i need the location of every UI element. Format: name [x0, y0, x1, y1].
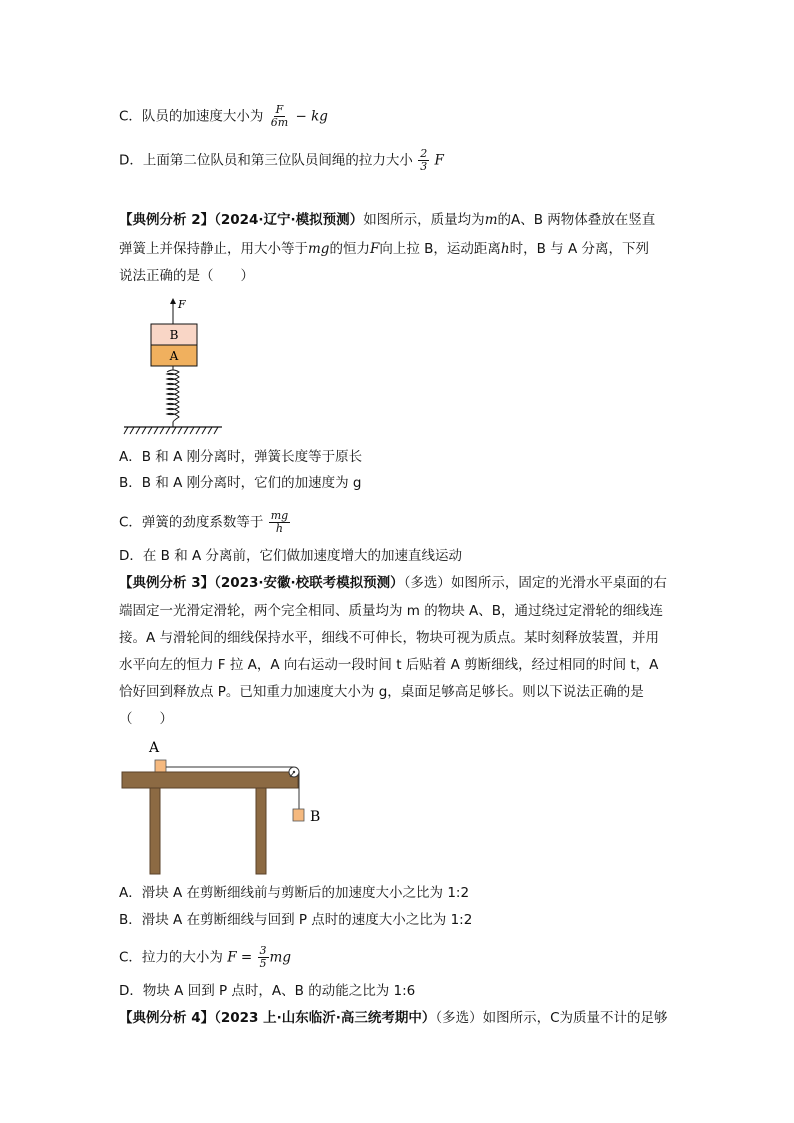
- spring: [167, 366, 179, 427]
- example-3-option-b: B．滑块 A 在剪断细线与回到 P 点时的速度大小之比为 1:2: [119, 912, 473, 928]
- fraction: $\frac{mg}{h}$: [270, 509, 289, 535]
- example-3-line-5: 恰好回到释放点 P。已知重力加速度大小为 g，桌面足够高足够长。则以下说法正确的是: [119, 684, 644, 700]
- table-top: [122, 772, 298, 788]
- example-3-option-d: D．物块 A 回到 P 点时，A、B 的动能之比为 1:6: [119, 983, 416, 999]
- example-3-line-6: （ ）: [119, 711, 173, 727]
- ground-hatching: [124, 427, 218, 434]
- table-leg-left: [150, 788, 160, 874]
- example-3-option-c: C．拉力的大小为 F = $\frac{3}{5}$ mg: [119, 944, 291, 970]
- example-3-header: 【典例分析 3】（2023·安徽·校联考模拟预测）（多选）如图所示，固定的光滑水平桌面的右: [119, 575, 667, 591]
- example-2-option-d: D．在 B 和 A 分离前，它们做加速度增大的加速直线运动: [119, 548, 463, 564]
- fraction: $\frac{3}{5}$: [259, 944, 267, 970]
- block-a-label: A: [148, 740, 160, 756]
- table-leg-right: [256, 788, 266, 874]
- table-pulley-figure: [120, 736, 330, 876]
- force-arrowhead: [170, 298, 176, 304]
- example-3-line-4: 水平向左的恒力 F 拉 A，A 向右运动一段时间 t 后贴着 A 剪断细线，经过相同的时间 t，A: [119, 657, 659, 673]
- fraction: $\frac{2}{3}$: [420, 147, 428, 173]
- block-b-label: B: [310, 809, 321, 825]
- example-2-option-a: A．B 和 A 刚分离时，弹簧长度等于原长: [119, 449, 363, 465]
- example-2-option-c: C．弹簧的劲度系数等于 $\frac{mg}{h}$: [119, 509, 289, 535]
- example-2-line-2: 弹簧上并保持静止，用大小等于mg的恒力F向上拉 B，运动距离h时，B 与 A 分离，下列: [119, 241, 649, 257]
- example-2-line-3: 说法正确的是（ ）: [119, 268, 254, 284]
- example-3-option-a: A．滑块 A 在剪断细线前与剪断后的加速度大小之比为 1:2: [119, 885, 470, 901]
- spring-block-figure: [122, 294, 226, 438]
- example-4-header: 【典例分析 4】（2023 上·山东临沂·高三统考期中）（多选）如图所示，C为质量不计的足够: [119, 1010, 668, 1026]
- block-a-label: A: [169, 349, 179, 363]
- option-c-previous: C．队员的加速度大小为 $\frac{F}{6m}$ − kg: [119, 103, 328, 129]
- block-b-label: B: [169, 328, 179, 342]
- fraction: $\frac{F}{6m}$: [270, 103, 289, 129]
- option-d-previous: D．上面第二位队员和第三位队员间绳的拉力大小 $\frac{2}{3}$ F: [119, 147, 444, 173]
- example-2-option-b: B．B 和 A 刚分离时，它们的加速度为 g: [119, 475, 362, 491]
- block-b: [293, 809, 304, 821]
- block-a: [155, 760, 166, 772]
- example-3-line-3: 接。A 与滑轮间的细线保持水平，细线不可伸长，物块可视为质点。某时刻释放装置，并用: [119, 630, 660, 646]
- example-3-line-2: 端固定一光滑定滑轮，两个完全相同、质量均为 m 的物块 A、B，通过绕过定滑轮的细线连: [119, 603, 664, 619]
- force-label: F: [178, 298, 186, 311]
- example-2-header: 【典例分析 2】（2024·辽宁·模拟预测）如图所示，质量均为m的A、B 两物体叠放在竖直: [119, 212, 656, 228]
